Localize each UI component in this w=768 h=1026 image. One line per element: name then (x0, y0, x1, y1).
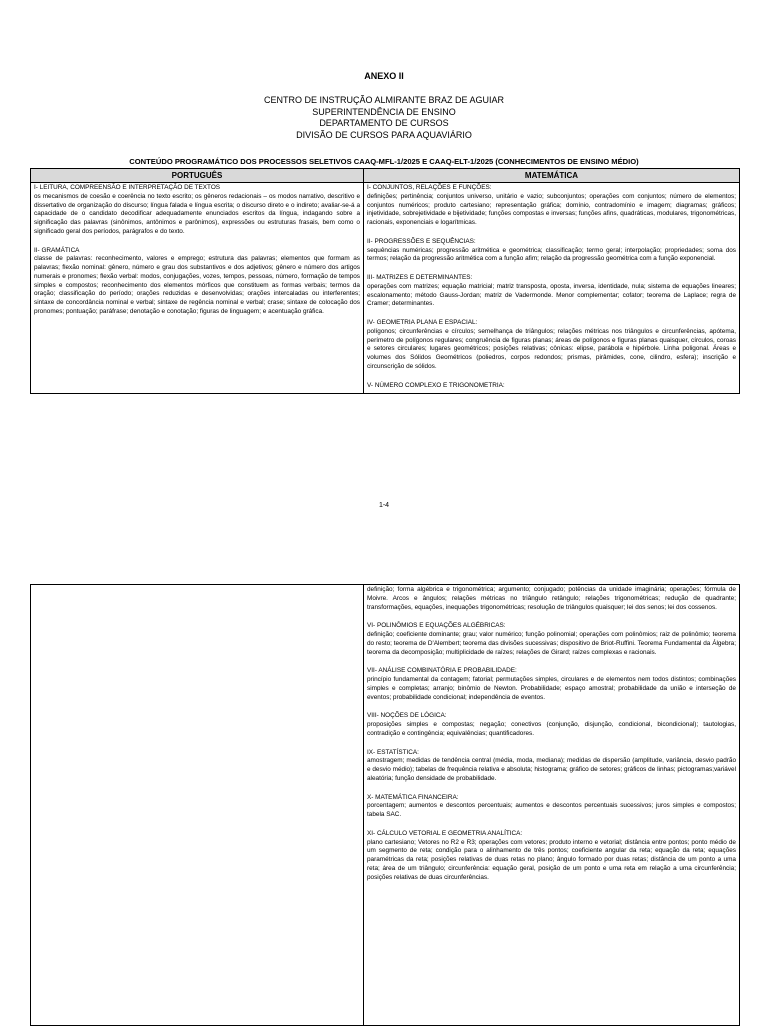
topic-body: porcentagem; aumentos e descontos percentuais; aumentos e descontos percentuais sucessivos; juros simples e compostos; tabela SAC. (367, 802, 736, 818)
topic-title: III- MATRIZES E DETERMINANTES: (367, 274, 473, 281)
header-line: CENTRO DE INSTRUÇÃO ALMIRANTE BRAZ DE AGUIAR (263, 95, 505, 105)
content-title: CONTEÚDO PROGRAMÁTICO DOS PROCESSOS SELETIVOS CAAQ-MFL-1/2025 E CAAQ-ELT-1/2025 (CONHECIMENTOS DE ENSINO MÉDIO) (129, 157, 639, 166)
topic-body: definição; forma algébrica e trigonométrica; argumento; conjugado; potências da unidade imaginária; operações; fórmula de Moivre. Arcos e ângulos; relações métricas no triângulo retângulo; relações trigonométricas; redução de quadrante; transformações, equações, inequações trigonométricas; resolução de triângulos quaisquer; lei dos senos; lei dos cossenos. (367, 586, 736, 611)
topic-title: II- PROGRESSÕES E SEQUÊNCIAS: (367, 237, 476, 245)
topic-section (367, 319, 736, 372)
topic-body: polígonos; circunferências e círculos; semelhança de triângulos; relações métricas nos triângulos e circunferências, apótema, perímetro de polígonos regulares; congruência de figuras planas; áreas de polígonos e figuras planas quaisquer, círculos, coroas e setores circulares; lugares geométricos; posições relativas; cônicas: elipse, parábola e hipérbole. Linha poligonal. Áreas e volumes dos Sólidos Geométricos (poliedros, corpos redondos; prismas, pirâmides, cone, cilindro, esfera); inscrição e circunscrição de sólidos. (367, 327, 736, 370)
topic-body: proposições simples e compostas; negação; conectivos (conjunção, disjunção, condicional, bicondicional); tautologias, contradição e contingência; equivalências; quantificadores. (367, 721, 736, 737)
topic-body: definições; pertinência; conjuntos universo, unitário e vazio; subconjuntos; operações com conjuntos; número de elementos; conjuntos numéricos; produto cartesiano; representação gráfica; domínio, contradomínio e imagem; diagramas; gráficos; injetividade, sobrejetividade e bijetividade; funções compostas e inversas; funções afins, quadráticas, modulares, trigonométricas, racionais, exponenciais e logarítmicas. (367, 192, 736, 226)
header-line: SUPERINTENDÊNCIA DE ENSINO (312, 106, 456, 117)
topic-section (367, 712, 736, 738)
topic-title: VI- POLINÔMIOS E EQUAÇÕES ALGÉBRICAS: (367, 622, 506, 630)
topic-section (34, 247, 360, 317)
portugues-column-empty (31, 585, 364, 1026)
topic-section (367, 184, 736, 228)
portugues-column (31, 183, 364, 394)
topic-title: I- CONJUNTOS, RELAÇÕES E FUNÇÕES: (367, 184, 492, 191)
page-number: 1-4 (378, 502, 390, 509)
header-line: DEPARTAMENTO DE CURSOS (319, 118, 449, 129)
topic-section (367, 274, 736, 309)
column-header-matematica: MATEMÁTICA (364, 169, 740, 183)
institution-header (0, 95, 768, 141)
topic-section (367, 794, 736, 820)
column-header-portugues: PORTUGUÊS (31, 169, 364, 183)
topic-section (34, 184, 360, 237)
topic-body: classe de palavras: reconhecimento, valores e emprego; estrutura das palavras; elementos que formam as palavras; flexão nominal: gênero, número e grau dos substantivos e dos adjetivos; gênero e número dos artigos numerais e pronomes; flexão verbal: modos, conjugações, vozes, tempos, pessoas, número, formação de tempos simples e compostos; reconhecimento dos elementos mórficos que constituem as formas verbais; termos da oração; classificação do período; orações reduzidas e desenvolvidas; orações intercaladas ou interferentes; sintaxe de concordância nominal e verbal; sintaxe de regência nominal e verbal; crase; sintaxe de colocação dos pronomes; pontuação; paráfrase; denotação e conotação; figuras de linguagem; e acentuação gráfica. (34, 255, 360, 315)
annex-title: ANEXO II (364, 71, 404, 81)
topic-body: os mecanismos de coesão e coerência no texto escrito; os gêneros redacionais – os modos narrativo, descritivo e dissertativo de organização do discurso; língua falada e língua escrita; o discurso direto e o indireto; avaliar-se-á a capacidade de o candidato decodificar adequadamente enunciados escritos da língua, indagando sobre a significação das palavras (sinônimos, antônimos e parônimos), expressões ou estruturas frasais, bem como o significado geral dos períodos, parágrafos e do texto. (34, 192, 360, 235)
topic-title: VII- ANÁLISE COMBINATÓRIA E PROBABILIDADE: (367, 667, 517, 675)
topic-section (367, 830, 736, 883)
topic-body: amostragem; medidas de tendência central (média, moda, mediana); medidas de dispersão (amplitude, variância, desvio padrão e desvio médio); tabelas de frequência relativa e absoluta; histograma; gráfico de setores; gráficos de linhas; pictogramas;variável aleatória; função densidade de probabilidade. (367, 757, 736, 782)
matematica-column (364, 585, 740, 1026)
header-line: DIVISÃO DE CURSOS PARA AQUAVIÁRIO (296, 129, 472, 140)
topic-title: IV- GEOMETRIA PLANA E ESPACIAL: (367, 319, 478, 326)
topic-title: V- NÚMERO COMPLEXO E TRIGONOMETRIA: (367, 381, 505, 389)
topic-title: IX- ESTATÍSTICA: (367, 748, 419, 756)
topic-section (367, 382, 736, 391)
topic-section (367, 622, 736, 657)
topic-body: operações com matrizes; equação matricial; matriz transposta, oposta, inversa, identidade, nula; sistema de equações lineares; escalonamento; método Gauss-Jordan; matriz de Vadermonde. Menor complementar; cofator; teorema de Laplace; regra de Cramer; determinantes. (367, 282, 736, 308)
topic-title: I- LEITURA, COMPREENSÃO E INTERPRETAÇÃO DE TEXTOS (34, 184, 221, 191)
topic-title: XI- CÁLCULO VETORIAL E GEOMETRIA ANALÍTICA: (367, 829, 523, 837)
topic-title: II- GRAMÁTICA (34, 246, 80, 254)
topic-body: plano cartesiano; Vetores no R2 e R3; operações com vetores; produto interno e vetorial; distância entre pontos; ponto médio de um segmento de reta; condição para o alinhamento de três pontos; coeficiente angular da reta; equação da reta; equações paramétricas da reta; posições relativas de duas retas no plano; ângulo formado por duas retas; distância de um ponto a uma reta; área de um triângulo; circunferência: equação geral, posição de um ponto e uma reta em relação a uma circunferência; posições relativas de duas circunferências. (367, 838, 736, 881)
topic-title: X- MATEMÁTICA FINANCEIRA: (367, 793, 459, 801)
topic-body: princípio fundamental da contagem; fatorial; permutações simples, circulares e de elementos nem todos distintos; combinações simples e completas; arranjo; binômio de Newton. Probabilidade; espaço amostral; probabilidade da união e interseção de eventos; probabilidade condicional; independência de eventos. (367, 676, 736, 701)
topic-title: VIII- NOÇÕES DE LÓGICA: (367, 712, 447, 720)
topic-body: sequências numéricas; progressão aritmética e geométrica; classificação; termo geral; interpolação; propriedades; soma dos termos; relação da progressão aritmética com a função afim; relação da progressão geométrica com a função exponencial. (367, 246, 736, 263)
topic-section (367, 749, 736, 784)
syllabus-table-page2 (30, 584, 740, 1026)
syllabus-table-page1 (30, 168, 740, 394)
topic-section (367, 667, 736, 702)
topic-section (367, 238, 736, 264)
topic-body: definição; coeficiente dominante; grau; valor numérico; função polinomial; operações com polinômios; raiz de polinômio; teorema do resto; teorema de D'Alembert; teorema das divisões sucessivas; dispositivo de Briot-Ruffini. Teorema Fundamental da Álgebra; teorema da decomposição; multiplicidade de raízes; relações de Girard; raízes complexas e racionais. (367, 631, 736, 656)
matematica-column (364, 183, 740, 394)
topic-section (367, 586, 736, 612)
